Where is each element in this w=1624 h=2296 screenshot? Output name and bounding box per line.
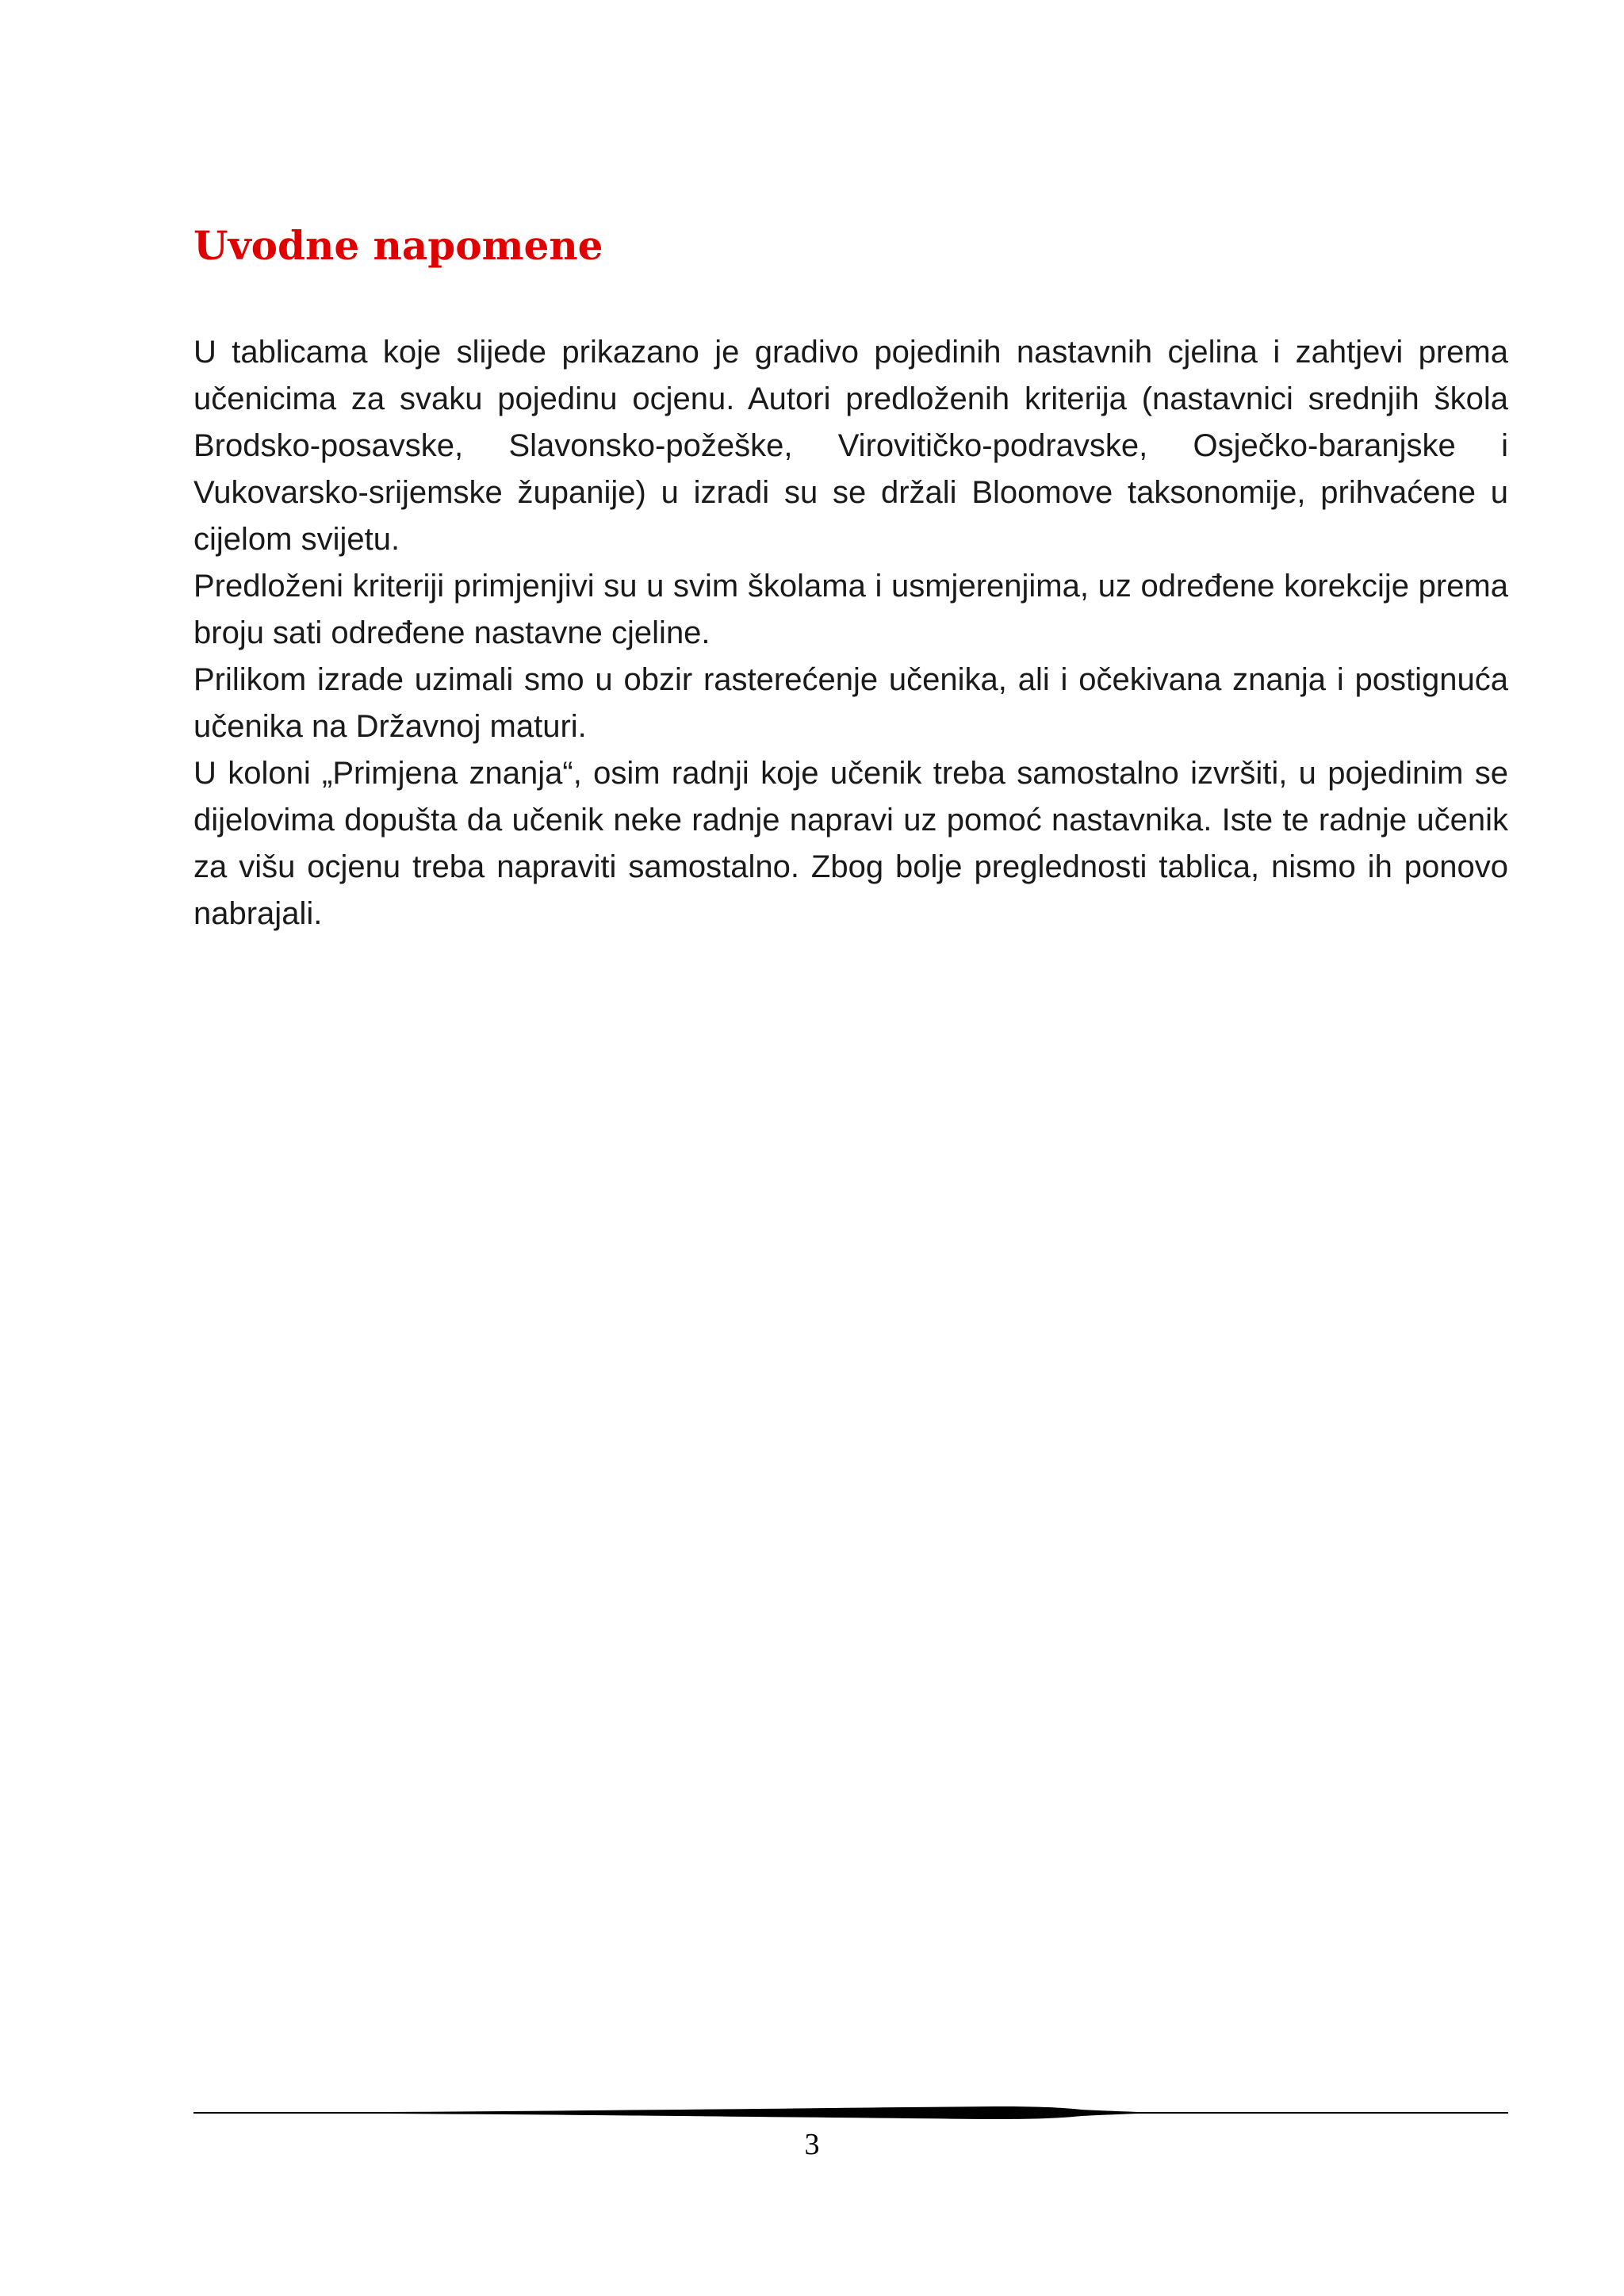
paragraph-applied-knowledge: U koloni „Primjena znanja“, osim radnji koje učenik treba samostalno izvršiti, u pojedinim se dijelovima dopušta da učenik neke radnje napravi uz pomoć nastavnika. Iste te radnje učenik za višu ocjenu treba napraviti samostalno. Zbog bolje preglednosti tablica, nismo ih ponovo nabrajali. [193, 756, 1508, 931]
paragraph-applicability: Predloženi kriteriji primjenjivi su u svim školama i usmjerenjima, uz određene korekcije prema broju sati određene nastavne cjeline. [193, 569, 1508, 650]
body-text [193, 329, 1508, 937]
page-number: 3 [804, 2128, 820, 2161]
paragraph-intro: U tablicama koje slijede prikazano je gradivo pojedinih nastavnih cjelina i zahtjevi prema učenicima za svaku pojedinu ocjenu. Autori predloženih kriterija (nastavnici srednjih škola Brodsko-posavske, Slavonsko-požeške, Virovitičko-podravske, Osječko-baranjske i Vukovarsko-srijemske županije) u izradi su se držali Bloomove taksonomije, prihvaćene u cijelom svijetu. [193, 335, 1508, 557]
section-heading: Uvodne napomene [193, 222, 603, 269]
paragraph-workload: Prilikom izrade uzimali smo u obzir rasterećenje učenika, ali i očekivana znanja i postignuća učenika na Državnoj maturi. [193, 662, 1508, 744]
footer-divider [193, 2103, 1508, 2122]
